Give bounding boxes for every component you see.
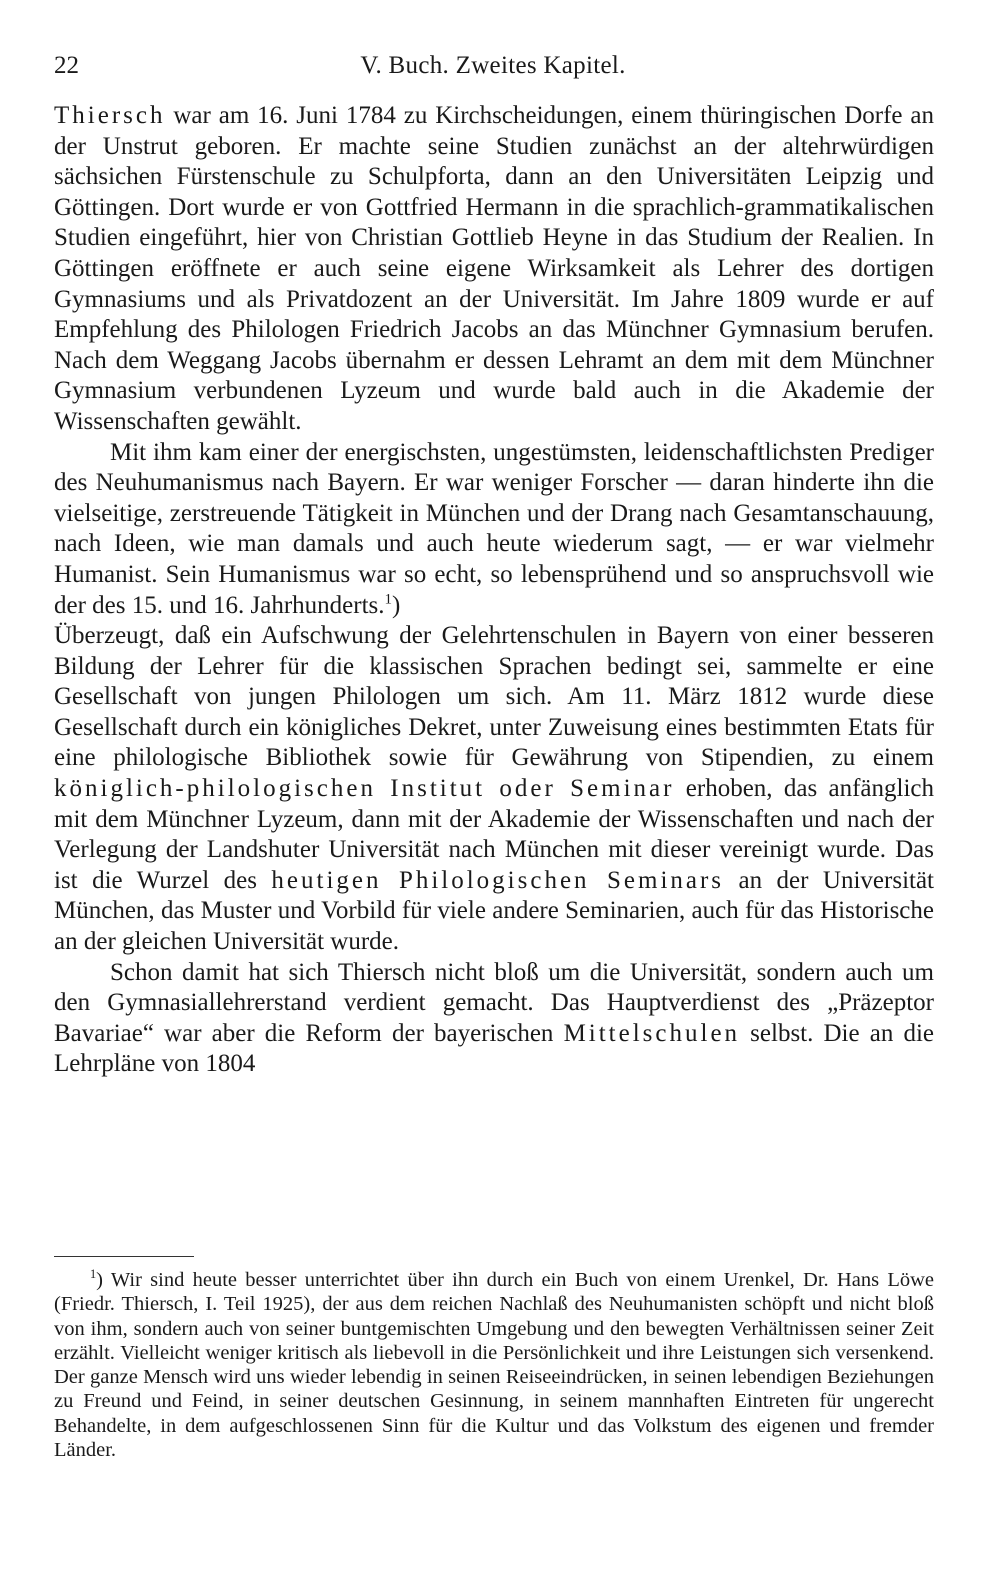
footnote-text: Wir sind heute besser unterrichtet über ihn durch ein Buch von einem Urenkel, Dr. Hans Löwe (Friedr. Thiersch, I. Teil 1925), der aus dem reichen Nachlaß des Neuhumanisten schöpft und nicht bloß von ihm, sondern auch von seiner buntgemischten Umgebung und den bewegten Verhältnissen seiner Zeit erzählt. Vielleicht weniger kritisch als liebevoll in die Persönlichkeit und ihre Leistungen sich versenkend. Der ganze Mensch wird uns wieder lebendig in seinen Reiseeindrücken, in seinen lebendigen Beziehungen zu Freund und Feind, in seiner deutschen Gesinnung, in seinem mannhaften Eintreten für ungerecht Behandelte, in dem aufgeschlossenen Sinn für die Kultur und das Volkstum des eigenen und fremder Länder.: [54, 1269, 934, 1462]
footnote-paragraph: [54, 1268, 934, 1462]
paragraph-4-text-a: Schon damit hat sich Thiersch nicht bloß um die Universität, sondern auch um den Gymnasiallehrerstand verdient gemacht. Das Hauptverdienst des „Präzeptor Bavariae“ war aber die Reform der bayerischen: [54, 958, 934, 1047]
page-number: 22: [54, 52, 79, 79]
paragraph-1-text: war am 16. Juni 1784 zu Kirchscheidungen, einem thüringischen Dorfe an der Unstrut geboren. Er machte seine Studien zunächst an der altehrwürdigen sächsichen Fürstenschule zu Schulpforta, dann an den Universitäten Leipzig und Göttingen. Dort wurde er von Gottfried Hermann in die sprachlich-grammatikalischen Studien eingeführt, hier von Christian Gottlieb Heyne in das Studium der Realien. In Göttingen eröffnete er auch seine eigene Wirksamkeit als Lehrer des dortigen Gymnasiums und als Privatdozent an der Universität. Im Jahre 1809 wurde er auf Empfehlung des Philologen Friedrich Jacobs an das Münchner Gymnasium berufen. Nach dem Weggang Jacobs übernahm er dessen Lehramt an dem mit dem Münchner Gymnasium verbundenen Lyzeum und wurde bald auch in die Akademie der Wissenschaften gewählt.: [54, 102, 934, 435]
footnote-marker: 1: [90, 1267, 97, 1282]
spaced-term-institut: königlich-philologischen Institut oder Seminar: [54, 775, 675, 803]
footnote-separator: [54, 1256, 194, 1257]
page-header: [54, 46, 932, 86]
paragraph-3-text-c: erhoben, das anfänglich mit dem Münchner Lyzeum, dann mit der Akademie der Wissenschaften und nach der Verlegung der Landshuter Universität nach München mit dieser vereinigt wurde. Das ist die Wurzel des: [54, 775, 934, 894]
footnote-reference-close: ): [392, 591, 401, 619]
paragraph-2-text: Mit ihm kam einer der energischsten, ungestümsten, leidenschaftlichsten Prediger des Neuhumanismus nach Bayern. Er war weniger Forscher — daran hinderte ihn die vielseitige, zerstreuende Tätigkeit in München und der Drang nach Gesamtanschauung, nach Ideen, wie man damals und auch heute wiederum sagt, — er war vielmehr Humanist. Sein Humanismus war so echt, so lebensprühend und so anspruchsvoll wie der des 15. und 16. Jahrhunderts.: [54, 438, 934, 619]
spaced-name-thiersch: Thiersch: [54, 102, 166, 129]
footnote: [54, 1268, 934, 1462]
paragraph-2: [54, 438, 934, 622]
paragraph-1: [54, 101, 934, 438]
paragraph-3: [54, 621, 934, 958]
main-text: [54, 101, 934, 1080]
running-title: V. Buch. Zweites Kapitel.: [360, 52, 626, 79]
spaced-term-mittelschulen: Mittelschulen: [563, 1019, 741, 1047]
paragraph-3-text-a: Überzeugt, daß ein Aufschwung der Gelehrtenschulen in Bayern von einer besseren Bildung der Lehrer für die klassischen Sprachen bedingt sei, sammelte er eine Gesellschaft von jungen Philologen um sich. Am 11. März 1812 wurde diese Gesellschaft durch ein königliches Dekret, unter Zuweisung eines bestimmten Etats für eine philologische Bibliothek sowie für Gewährung von Stipendien, zu einem: [54, 622, 934, 772]
paragraph-3-text-e: an der Universität München, das Muster und Vorbild für viele andere Seminarien, auch für das Historische an der gleichen Universität wurde.: [54, 866, 934, 956]
spaced-term-seminar: heutigen Philologischen Seminars: [271, 866, 725, 894]
footnote-reference: 1: [384, 591, 392, 608]
footnote-marker-close: ): [96, 1269, 103, 1291]
paragraph-4: [54, 958, 934, 1080]
paragraph-4-text-c: selbst. Die an die Lehrpläne von 1804: [54, 1019, 934, 1078]
